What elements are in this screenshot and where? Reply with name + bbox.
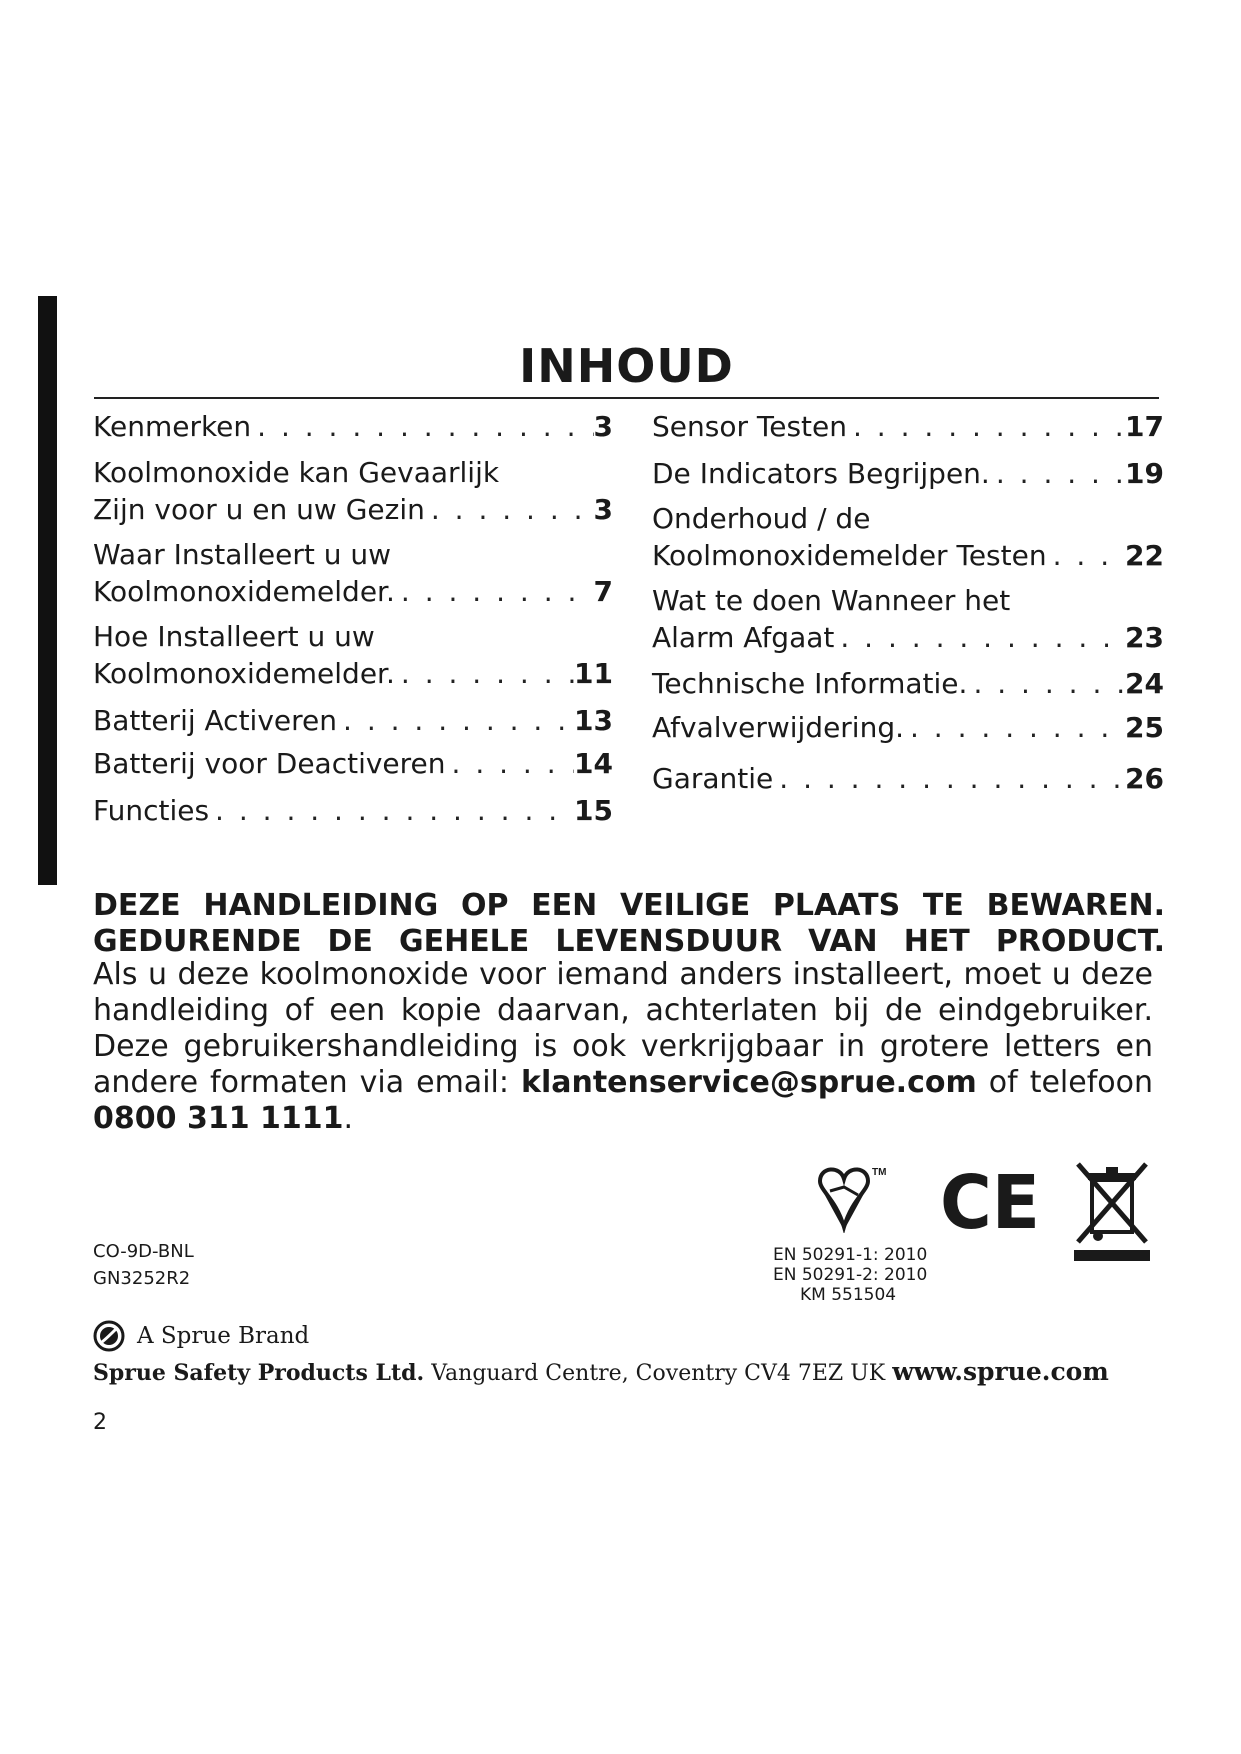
brand-name: A Sprue Brand	[137, 1323, 310, 1349]
company-name: Sprue Safety Products Ltd.	[93, 1360, 425, 1386]
sprue-logo-icon	[93, 1320, 125, 1352]
kitemark-licence: KM 551504	[800, 1285, 897, 1305]
toc-label: Wat te doen Wanneer het	[652, 584, 1011, 617]
toc-entry[interactable]	[652, 500, 1164, 574]
toc-label: Koolmonoxidemelder.	[93, 575, 395, 608]
notice-line-1: DEZE HANDLEIDING OP EEN VEILIGE PLAATS TE BEWAREN.	[93, 888, 1165, 923]
toc-label: Koolmonoxidemelder.	[93, 657, 395, 690]
toc-entry[interactable]	[652, 408, 1164, 445]
toc-page-number: 15	[574, 794, 613, 827]
product-codes	[93, 1238, 194, 1292]
toc-leader-dots	[395, 573, 594, 610]
toc-entry[interactable]	[652, 709, 1164, 746]
toc-leader-dots	[990, 455, 1125, 492]
company-location: Vanguard Centre, Coventry CV4 7EZ UK	[431, 1361, 886, 1386]
toc-page-number: 19	[1125, 457, 1164, 490]
toc-leader-dots	[446, 745, 575, 782]
toc-label: De Indicators Begrijpen.	[652, 457, 990, 490]
toc-leader-dots	[773, 760, 1125, 797]
paragraph-text: of telefoon	[976, 1065, 1153, 1100]
toc-label: Hoe Installeert u uw	[93, 620, 375, 653]
toc-entry[interactable]	[652, 760, 1164, 797]
toc-page-number: 3	[593, 493, 613, 526]
toc-leader-dots	[209, 792, 574, 829]
toc-leader-dots	[1047, 537, 1125, 574]
toc-page-number: 3	[593, 410, 613, 443]
paragraph-text: Als u deze koolmonoxide voor iemand anders installeert, moet u deze handleiding of een kopie daarvan, achterlaten bij de eindgebruiker. Deze gebruikershandleiding is ook verkrijgbaar in grotere letters en andere formaten via email:	[93, 957, 1153, 1100]
toc-leader-dots	[847, 408, 1125, 445]
brand-line	[93, 1320, 309, 1352]
toc-leader-dots	[395, 655, 574, 692]
toc-entry[interactable]	[93, 702, 613, 739]
page-title: INHOUD	[519, 339, 734, 393]
toc-entry[interactable]	[93, 792, 613, 829]
standard-code: EN 50291-2: 2010	[773, 1265, 928, 1285]
toc-entry[interactable]	[93, 745, 613, 782]
side-tab-bar	[38, 296, 57, 885]
product-code: CO-9D-BNL	[93, 1241, 194, 1262]
toc-label: Alarm Afgaat	[652, 621, 835, 654]
toc-entry[interactable]	[652, 665, 1164, 702]
toc-label: Waar Installeert u uw	[93, 538, 392, 571]
standard-code: EN 50291-1: 2010	[773, 1245, 928, 1265]
toc-label: Koolmonoxide kan Gevaarlijk	[93, 456, 500, 489]
toc-entry[interactable]	[652, 455, 1164, 492]
toc-label: Batterij Activeren	[93, 704, 338, 737]
standards-list	[773, 1245, 927, 1305]
toc-page-number: 13	[574, 704, 613, 737]
company-address	[93, 1357, 1109, 1386]
toc-entry[interactable]	[93, 454, 613, 528]
paragraph-text: .	[343, 1101, 354, 1136]
toc-label: Kenmerken	[93, 410, 252, 443]
toc-label: Sensor Testen	[652, 410, 847, 443]
toc-page-number: 11	[574, 657, 613, 690]
toc-leader-dots	[337, 702, 574, 739]
kitemark-icon	[812, 1165, 888, 1233]
toc-entry[interactable]	[93, 408, 613, 445]
notice-line-2: GEDURENDE DE GEHELE LEVENSDUUR VAN HET PRODUCT.	[93, 924, 1165, 959]
toc-leader-dots	[425, 491, 594, 528]
toc-page-number: 22	[1125, 539, 1164, 572]
toc-leader-dots	[251, 408, 593, 445]
toc-page-number: 23	[1125, 621, 1164, 654]
safekeeping-notice	[93, 888, 1165, 960]
toc-label: Onderhoud / de	[652, 502, 871, 535]
page-number: 2	[93, 1410, 107, 1435]
toc-entry[interactable]	[652, 582, 1164, 656]
toc-label: Koolmonoxidemelder Testen	[652, 539, 1047, 572]
support-email-link[interactable]: klantenservice@sprue.com	[521, 1065, 977, 1100]
toc-page-number: 26	[1125, 762, 1164, 795]
kitemark-tm: TM	[872, 1167, 887, 1178]
toc-page-number: 24	[1125, 667, 1164, 700]
toc-leader-dots	[834, 619, 1125, 656]
document-code: GN3252R2	[93, 1268, 191, 1289]
toc-label: Garantie	[652, 762, 774, 795]
toc-leader-dots	[904, 709, 1125, 746]
toc-page-number: 25	[1125, 711, 1164, 744]
toc-label: Afvalverwijdering.	[652, 711, 904, 744]
toc-label: Technische Informatie.	[652, 667, 968, 700]
toc-label: Batterij voor Deactiveren	[93, 747, 446, 780]
crossed-out-wheelie-bin-icon	[1072, 1158, 1152, 1261]
toc-label: Functies	[93, 794, 210, 827]
toc-label: Zijn voor u en uw Gezin	[93, 493, 425, 526]
toc-page-number: 7	[593, 575, 613, 608]
ce-mark-text: CE	[940, 1168, 1040, 1236]
toc-page-number: 17	[1125, 410, 1164, 443]
support-phone-number: 0800 311 1111	[93, 1101, 344, 1136]
website-link[interactable]: www.sprue.com	[892, 1357, 1109, 1386]
toc-leader-dots	[967, 665, 1125, 702]
toc-entry[interactable]	[93, 618, 613, 692]
handover-paragraph	[93, 957, 1153, 1137]
toc-page-number: 14	[574, 747, 613, 780]
ce-mark-icon	[940, 1168, 1044, 1236]
title-divider	[94, 397, 1159, 399]
toc-entry[interactable]	[93, 536, 613, 610]
